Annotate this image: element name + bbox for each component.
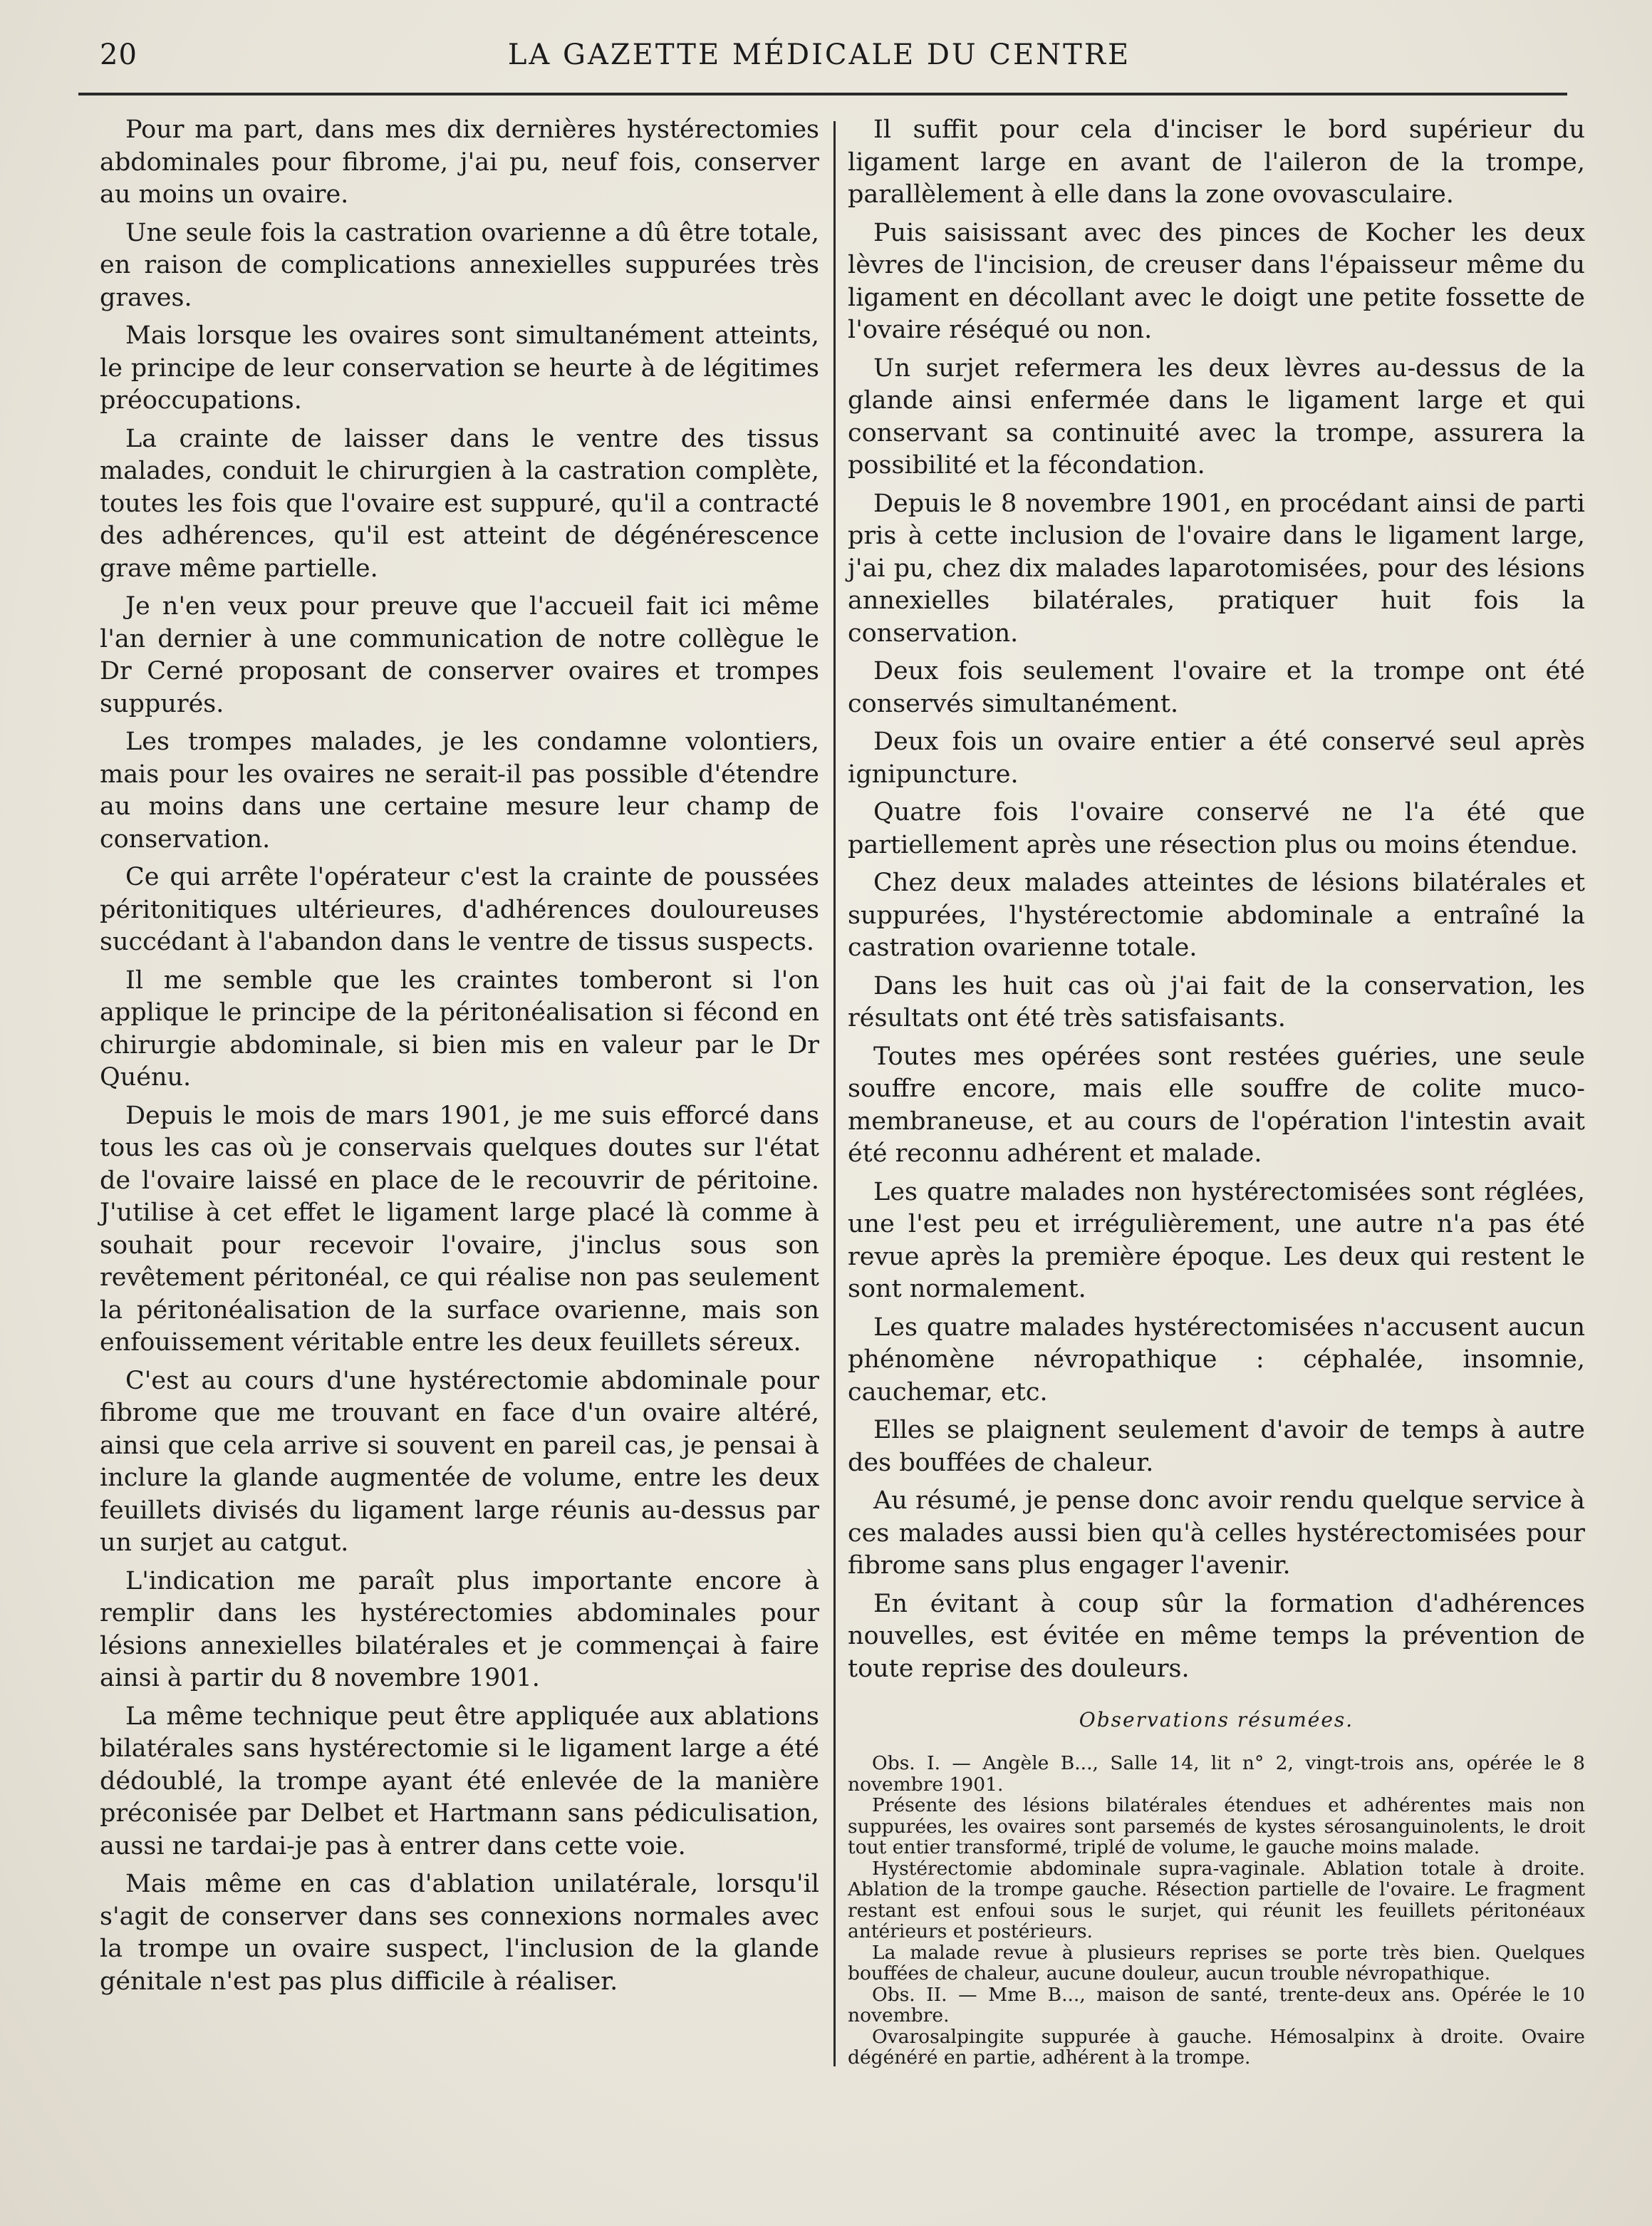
observation-paragraph: Obs. II. — Mme B..., maison de santé, trente-deux ans. Opérée le 10 novembre.	[848, 1983, 1585, 2026]
paragraph: En évitant à coup sûr la formation d'adhérences nouvelles, est évitée en même temps la prévention de toute reprise des douleurs.	[848, 1589, 1585, 1683]
page-header	[100, 36, 1539, 78]
paragraph: La crainte de laisser dans le ventre des tissus malades, conduit le chirurgien à la castration complète, toutes les fois que l'ovaire est suppuré, qu'il a contracté des adhérences, qu'il est atteint de dégénérescence grave même partielle.	[100, 424, 819, 583]
paragraph: Pour ma part, dans mes dix dernières hystérectomies abdominales pour fibrome, j'ai pu, neuf fois, conserver au moins un ovaire.	[100, 115, 819, 209]
paragraph: Je n'en veux pour preuve que l'accueil fait ici même l'an dernier à une communication de notre collègue le Dr Cerné proposant de conserver ovaires et trompes suppurés.	[100, 592, 819, 718]
paragraph: Mais même en cas d'ablation unilatérale, lorsqu'il s'agit de conserver dans ses connexions normales avec la trompe un ovaire suspect, l'inclusion de la glande génitale n'est pas plus difficile à réaliser.	[100, 1870, 819, 1996]
paragraph: Les quatre malades non hystérectomisées sont réglées, une l'est peu et irrégulièrement, une autre n'a pas été revue après la première époque. Les deux qui restent le sont normalement.	[848, 1177, 1585, 1303]
observation-paragraph: Obs. I. — Angèle B..., Salle 14, lit n° 2, vingt-trois ans, opérée le 8 novembre 1901.	[848, 1752, 1585, 1796]
paragraph: Mais lorsque les ovaires sont simultanément atteints, le principe de leur conservation se heurte à de légitimes préoccupations.	[100, 321, 819, 415]
observations-section	[848, 1753, 1585, 2069]
paragraph: Depuis le mois de mars 1901, je me suis efforcé dans tous les cas où je conservais quelques doutes sur l'état de l'ovaire laissé en place de le recouvrir de péritoine. J'utilise à cet effet le ligament large placé là comme à souhait pour recevoir l'ovaire, j'inclus sous son revêtement péritonéal, ce qui réalise non pas seulement la péritonéalisation de la surface ovarienne, mais son enfouissement véritable entre les deux feuillets séreux.	[100, 1101, 819, 1357]
paragraph: La même technique peut être appliquée aux ablations bilatérales sans hystérectomie si le ligament large a été dédoublé, la trompe ayant été enlevée de la manière préconisée par Delbet et Hartmann sans pédiculisation, aussi ne tardai-je pas à entrer dans cette voie.	[100, 1702, 819, 1860]
observation-paragraph: Ovarosalpingite suppurée à gauche. Hémosalpinx à droite. Ovaire dégénéré en partie, adhérent à la trompe.	[848, 2025, 1585, 2069]
observations-heading: Observations résumées.	[1079, 1708, 1354, 1731]
paragraph: Les quatre malades hystérectomisées n'accusent aucun phénomène névropathique : céphalée, insomnie, cauchemar, etc.	[848, 1313, 1585, 1407]
right-column	[848, 114, 1585, 2069]
header-rule	[78, 93, 1567, 95]
paragraph: Deux fois un ovaire entier a été conservé seul après ignipuncture.	[848, 728, 1585, 789]
observation-paragraph: Hystérectomie abdominale supra-vaginale. Ablation totale à droite. Ablation de la trompe gauche. Résection partielle de l'ovaire. Le fragment restant est enfoui sous le surjet, qui réunit les feuillets péritonéaux antérieurs et postérieurs.	[848, 1857, 1585, 1942]
page-number: 20	[100, 38, 137, 71]
paragraph: Dans les huit cas où j'ai fait de la conservation, les résultats ont été très satisfaisants.	[848, 971, 1585, 1032]
paragraph: Elles se plaignent seulement d'avoir de temps à autre des bouffées de chaleur.	[848, 1416, 1585, 1477]
paragraph: Puis saisissant avec des pinces de Kocher les deux lèvres de l'incision, de creuser dans l'épaisseur même du ligament en décollant avec le doigt une petite fossette de l'ovaire réséqué ou non.	[848, 218, 1585, 344]
paragraph: Il suffit pour cela d'inciser le bord supérieur du ligament large en avant de l'aileron de la trompe, parallèlement à elle dans la zone ovovasculaire.	[848, 115, 1585, 209]
paragraph: Toutes mes opérées sont restées guéries, une seule souffre encore, mais elle souffre de colite muco-membraneuse, et au cours de l'opération l'intestin avait été reconnu adhérent et malade.	[848, 1042, 1585, 1168]
paragraph: L'indication me paraît plus importante encore à remplir dans les hystérectomies abdominales pour lésions annexielles bilatérales et je commençai à faire ainsi à partir du 8 novembre 1901.	[100, 1566, 819, 1692]
paragraph: Ce qui arrête l'opérateur c'est la crainte de poussées péritonitiques ultérieures, d'adhérences douloureuses succédant à l'abandon dans le ventre de tissus suspects.	[100, 863, 819, 956]
paragraph: Les trompes malades, je les condamne volontiers, mais pour les ovaires ne serait-il pas possible d'étendre au moins dans une certaine mesure leur champ de conservation.	[100, 728, 819, 854]
observation-paragraph: La malade revue à plusieurs reprises se porte très bien. Quelques bouffées de chaleur, aucune douleur, aucun trouble névropathique.	[848, 1941, 1585, 1984]
journal-title: LA GAZETTE MÉDICALE DU CENTRE	[507, 38, 1131, 71]
paragraph: Depuis le 8 novembre 1901, en procédant ainsi de parti pris à cette inclusion de l'ovaire dans le ligament large, j'ai pu, chez dix malades laparotomisées, pour des lésions annexielles bilatérales, pratiquer huit fois la conservation.	[848, 489, 1585, 648]
paragraph: Quatre fois l'ovaire conservé ne l'a été que partiellement après une résection plus ou moins étendue.	[848, 798, 1585, 859]
paragraph: C'est au cours d'une hystérectomie abdominale pour fibrome que me trouvant en face d'un ovaire altéré, ainsi que cela arrive si souvent en pareil cas, je pensai à inclure la glande augmentée de volume, entre les deux feuillets divisés du ligament large réunis au-dessus par un surjet au catgut.	[100, 1366, 819, 1557]
paragraph: Au résumé, je pense donc avoir rendu quelque service à ces malades aussi bien qu'à celles hystérectomisées pour fibrome sans plus engager l'avenir.	[848, 1486, 1585, 1580]
paragraph: Il me semble que les craintes tomberont si l'on applique le principe de la péritonéalisation si fécond en chirurgie abdominale, si bien mis en valeur par le Dr Quénu.	[100, 966, 819, 1092]
left-column	[100, 114, 819, 2004]
paragraph: Deux fois seulement l'ovaire et la trompe ont été conservés simultanément.	[848, 657, 1585, 718]
paragraph: Une seule fois la castration ovarienne a dû être totale, en raison de complications annexielles suppurées très graves.	[100, 218, 819, 312]
paragraph: Un surjet refermera les deux lèvres au-dessus de la glande ainsi enfermée dans le ligament large et qui conservant sa continuité avec la trompe, assurera la possibilité et la fécondation.	[848, 353, 1585, 480]
column-divider	[833, 121, 836, 2066]
observation-paragraph: Présente des lésions bilatérales étendues et adhérentes mais non suppurées, les ovaires sont parsemés de kystes sérosanguinolents, le droit tout entier transformé, triplé de volume, le gauche moins malade.	[848, 1794, 1585, 1858]
paragraph: Chez deux malades atteintes de lésions bilatérales et suppurées, l'hystérectomie abdominale a entraîné la castration ovarienne totale.	[848, 869, 1585, 962]
